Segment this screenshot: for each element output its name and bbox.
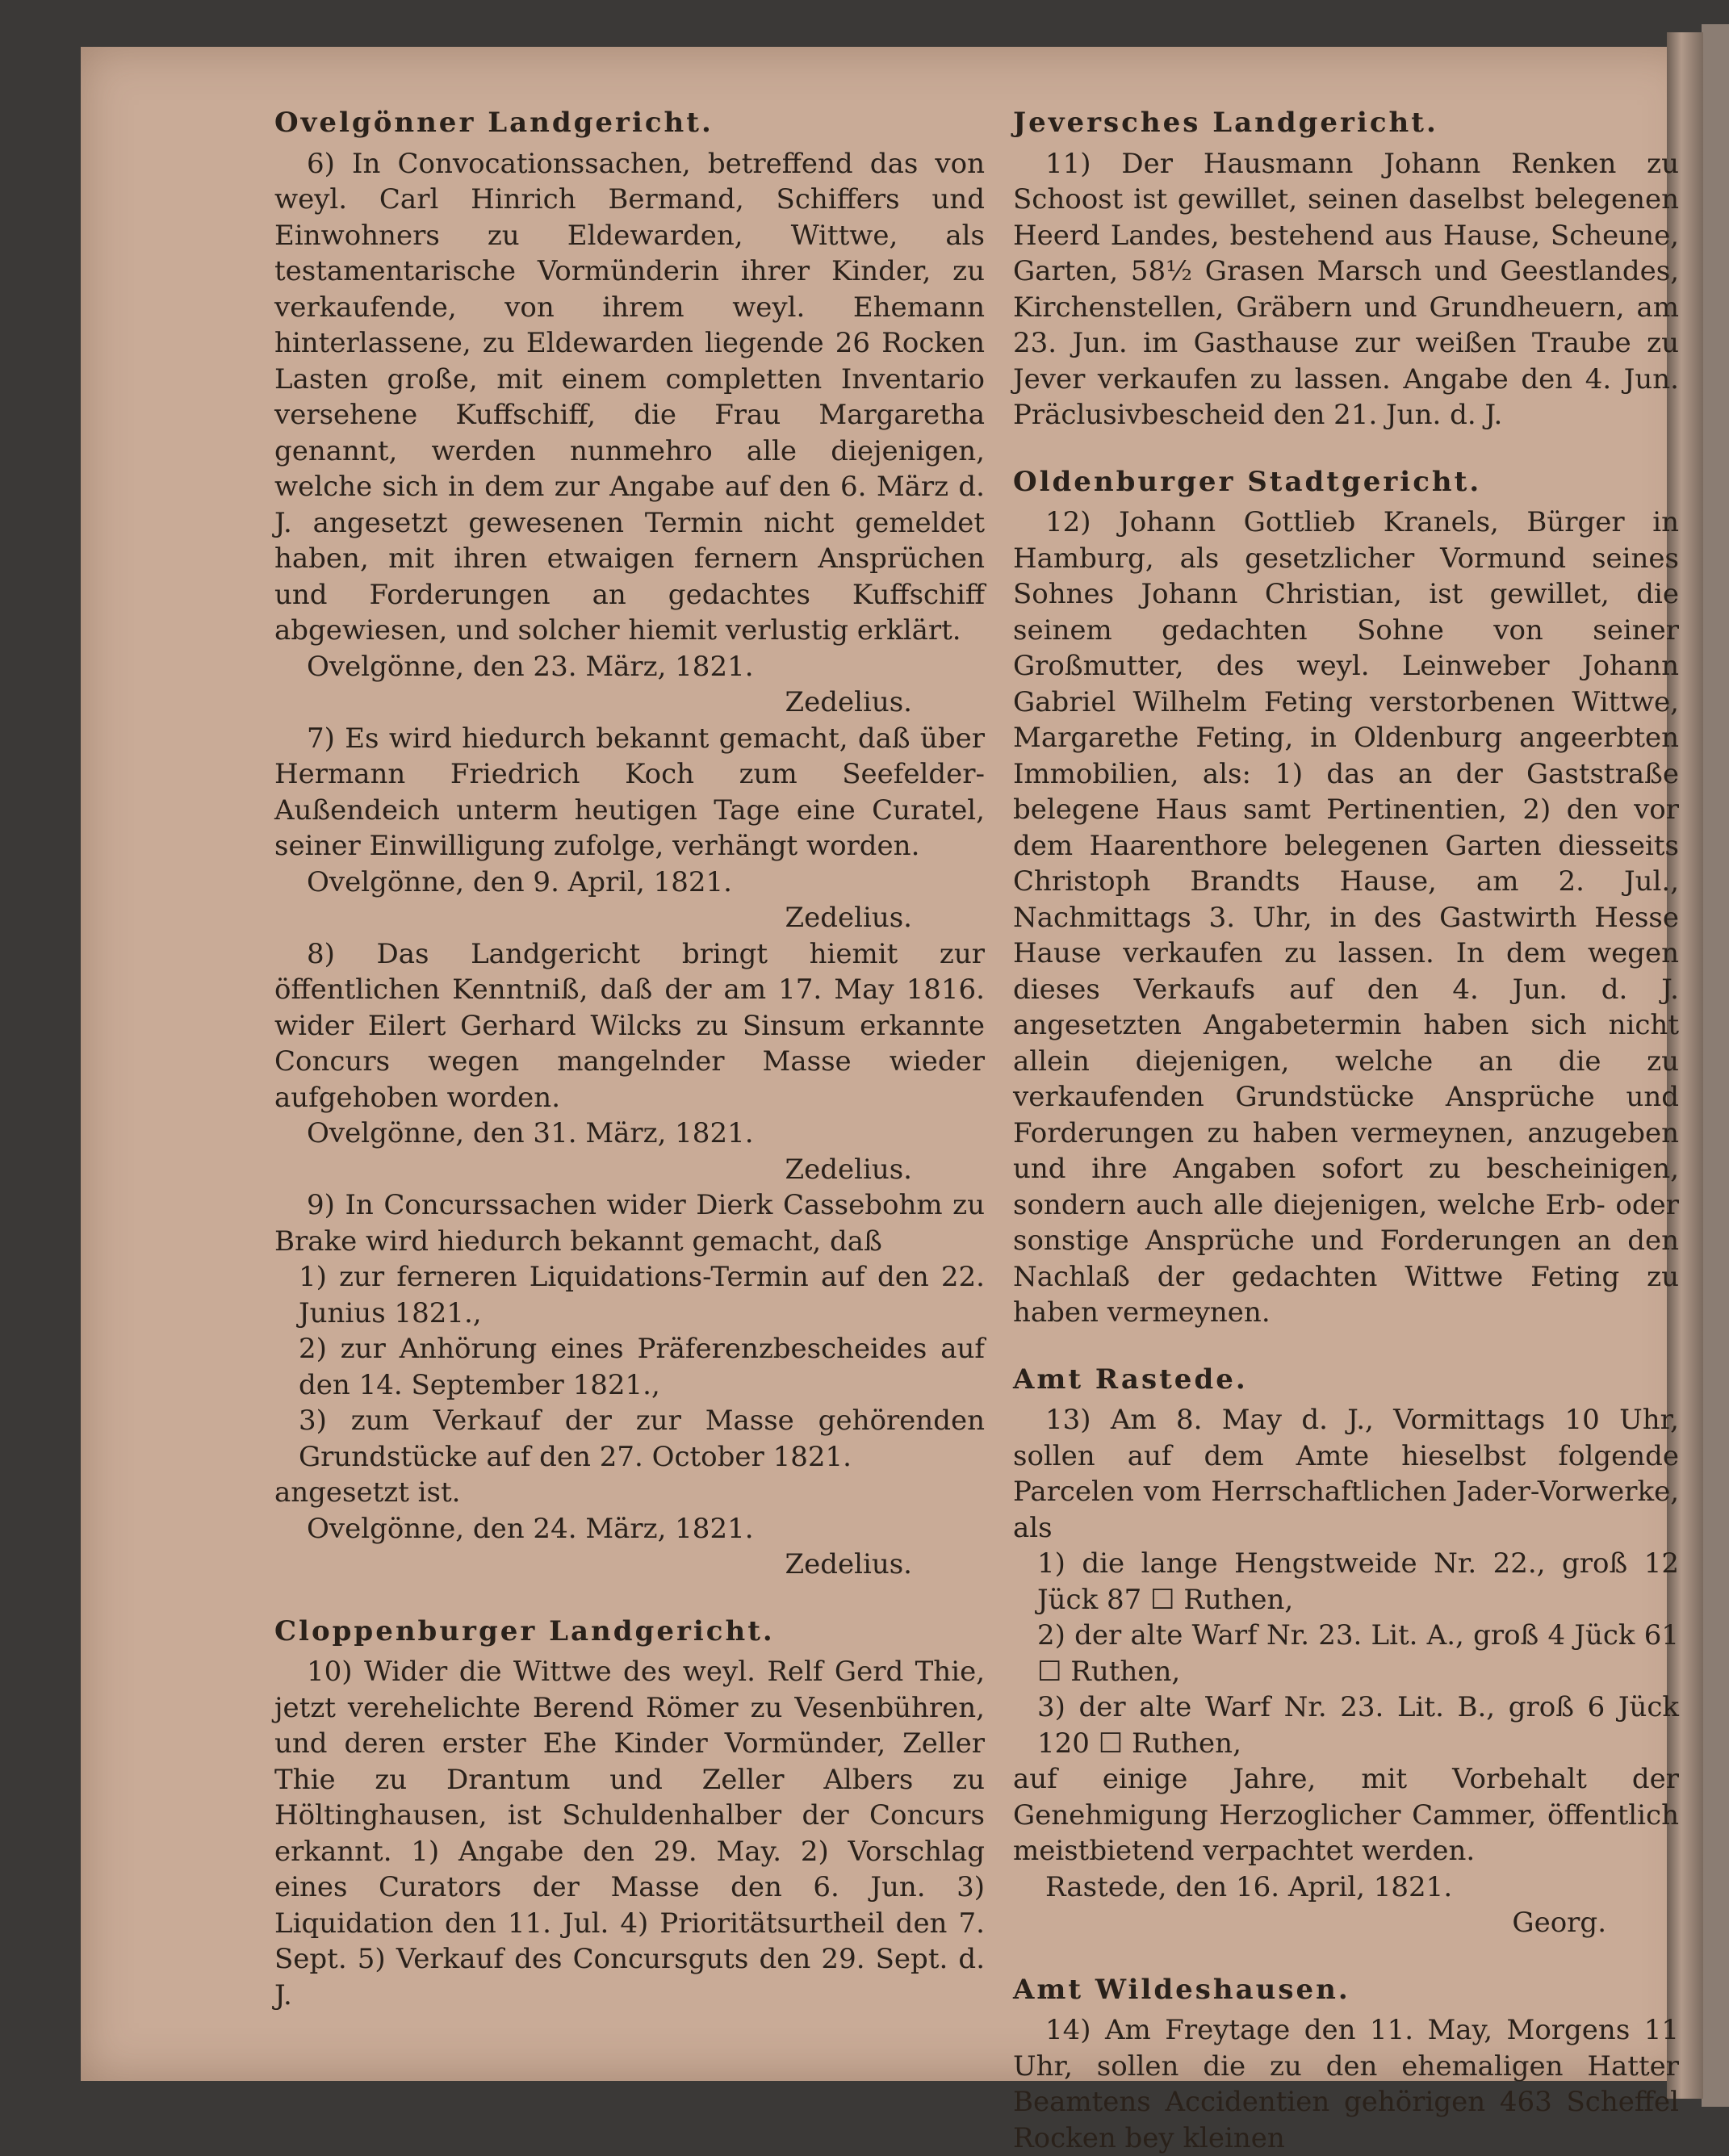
notice-6: 6) In Convocationssachen, betreffend das von weyl. Carl Hinrich Bermand, Schiffers und Einwohners zu Eldewarden, Wittwe, als testamentarische Vormünderin ihrer Kinder, zu verkaufende, von ihrem weyl. Ehemann hinterlassene, zu Eldewarden liegende 26 Rocken Lasten große, mit einem completten Inventario versehene Kuffschiff, die Frau Margaretha genannt, werden nunmehro alle diejenigen, welche sich in dem zur Angabe auf den 6. März d. J. angesetzt gewesenen Termin nicht gemeldet haben, mit ihren etwaigen fernern Ansprüchen und Forderungen an gedachtes Kuffschiff abgewiesen, und solcher hiemit verlustig erklärt.: [274, 147, 985, 647]
notice-13-item-2: 2) der alte Warf Nr. 23. Lit. A., groß 4 Jück 61 ☐ Ruthen,: [1037, 1619, 1679, 1688]
notice-8-signature: Zedelius.: [785, 1153, 912, 1186]
notice-10: 10) Wider die Wittwe des weyl. Relf Gerd Thie, jetzt verehelichte Berend Römer zu Vesenbühren, und deren erster Ehe Kinder Vormünder, Zeller Thie zu Drantum und Zeller Albers zu Höltinghausen, ist Schuldenhalber der Concurs erkannt. 1) Angabe den 29. May. 2) Vorschlag eines Curators der Masse den 6. Jun. 3) Liquidation den 11. Jul. 4) Prioritätsurtheil den 7. Sept. 5) Verkauf des Concursguts den 29. Sept. d. J.: [274, 1656, 985, 2012]
notice-7-signature: Zedelius.: [785, 902, 912, 934]
right-column: [1013, 105, 1679, 2156]
notice-6-signature: Zedelius.: [785, 686, 912, 718]
notice-13-item-1: 1) die lange Hengstweide Nr. 22., groß 12 Jück 87 ☐ Ruthen,: [1037, 1547, 1679, 1616]
notice-13-item-3: 3) der alte Warf Nr. 23. Lit. B., groß 6 Jück 120 ☐ Ruthen,: [1037, 1691, 1679, 1760]
notice-13-signature: Georg.: [1512, 1907, 1606, 1939]
notice-6-date: Ovelgönne, den 23. März, 1821.: [307, 650, 754, 683]
notice-13-date: Rastede, den 16. April, 1821.: [1045, 1870, 1453, 1903]
section-heading-rastede: Amt Rastede.: [1013, 1363, 1248, 1396]
notice-11: 11) Der Hausmann Johann Renken zu Schoost ist gewillet, seinen daselbst belegenen Heerd Landes, bestehend aus Hause, Scheune, Garten, 58½ Grasen Marsch und Geestlandes, Kirchenstellen, Gräbern und Grundheuern, am 23. Jun. im Gasthause zur weißen Traube zu Jever verkaufen zu lassen. Angabe den 4. Jun. Präclusivbescheid den 21. Jun. d. J.: [1013, 147, 1679, 431]
notice-13-closing: auf einige Jahre, mit Vorbehalt der Genehmigung Herzoglicher Cammer, öffentlich meistbietend verpachtet werden.: [1013, 1763, 1679, 1867]
notice-9-item-3: 3) zum Verkauf der zur Masse gehörenden Grundstücke auf den 27. October 1821.: [299, 1405, 985, 1473]
section-heading-wildeshausen: Amt Wildeshausen.: [1013, 1973, 1350, 2006]
section-heading-ovelgoenne: Ovelgönner Landgericht.: [274, 107, 714, 139]
notice-14: 14) Am Freytage den 11. May, Morgens 11 Uhr, sollen die zu den ehemaligen Hatter Beamtens Accidentien gehörigen 463 Scheffel Rocken bey kleinen: [1013, 2014, 1679, 2154]
notice-8: 8) Das Landgericht bringt hiemit zur öffentlichen Kenntniß, daß der am 17. May 1816. wider Eilert Gerhard Wilcks zu Sinsum erkannte Concurs wegen mangelnder Masse wieder aufgehoben worden.: [274, 937, 985, 1114]
notice-9-item-2: 2) zur Anhörung eines Präferenzbescheides auf den 14. September 1821.,: [299, 1333, 985, 1401]
notice-9-signature: Zedelius.: [785, 1548, 912, 1580]
notice-13: 13) Am 8. May d. J., Vormittags 10 Uhr, sollen auf dem Amte hieselbst folgende Parcelen vom Herrschaftlichen Jader-Vorwerke, als: [1013, 1404, 1679, 1544]
section-spacer: [1013, 1331, 1679, 1362]
adjacent-page-edge: [1702, 24, 1729, 2107]
left-column: [274, 105, 985, 2013]
notice-8-date: Ovelgönne, den 31. März, 1821.: [307, 1117, 754, 1149]
notice-7-date: Ovelgönne, den 9. April, 1821.: [307, 865, 732, 898]
section-heading-jever: Jeversches Landgericht.: [1013, 107, 1438, 139]
section-spacer: [1013, 433, 1679, 464]
section-spacer: [274, 1583, 985, 1614]
section-heading-oldenburg: Oldenburger Stadtgericht.: [1013, 465, 1482, 498]
section-heading-cloppenburg: Cloppenburger Landgericht.: [274, 1614, 775, 1647]
notice-7: 7) Es wird hiedurch bekannt gemacht, daß über Hermann Friedrich Koch zum Seefelder-Außendeich unterm heutigen Tage eine Curatel, seiner Einwilligung zufolge, verhängt worden.: [274, 722, 985, 862]
notice-9: 9) In Concurssachen wider Dierk Cassebohm zu Brake wird hiedurch bekannt gemacht, daß: [274, 1189, 985, 1258]
section-spacer: [1013, 1941, 1679, 1972]
notice-9-closing: angesetzt ist.: [274, 1476, 461, 1509]
notice-9-item-1: 1) zur ferneren Liquidations-Termin auf den 22. Junius 1821.,: [299, 1261, 985, 1329]
notice-12: 12) Johann Gottlieb Kranels, Bürger in Hamburg, als gesetzlicher Vormund seines Sohnes Johann Christian, ist gewillet, die seinem gedachten Sohne von seiner Großmutter, des weyl. Leinweber Johann Gabriel Wilhelm Feting verstorbenen Wittwe, Margarethe Feting, in Oldenburg angeerbten Immobilien, als: 1) das an der Gaststraße belegene Haus samt Pertinentien, 2) den vor dem Haarenthore belegenen Garten diesseits Christoph Brandts Hause, am 2. Jul., Nachmittags 3. Uhr, in des Gastwirth Hesse Hause verkaufen zu lassen. In dem wegen dieses Verkaufs auf den 4. Jun. d. J. angesetzten Angabetermin haben sich nicht allein diejenigen, welche an die zu verkaufenden Grundstücke Ansprüche und Forderungen zu haben vermeynen, anzugeben und ihre Angaben sofort zu bescheinigen, sondern auch alle diejenigen, welche Erb- oder sonstige Ansprüche und Forderungen an den Nachlaß der gedachten Wittwe Feting zu haben vermeynen.: [1013, 506, 1679, 1329]
notice-9-date: Ovelgönne, den 24. März, 1821.: [307, 1512, 754, 1545]
